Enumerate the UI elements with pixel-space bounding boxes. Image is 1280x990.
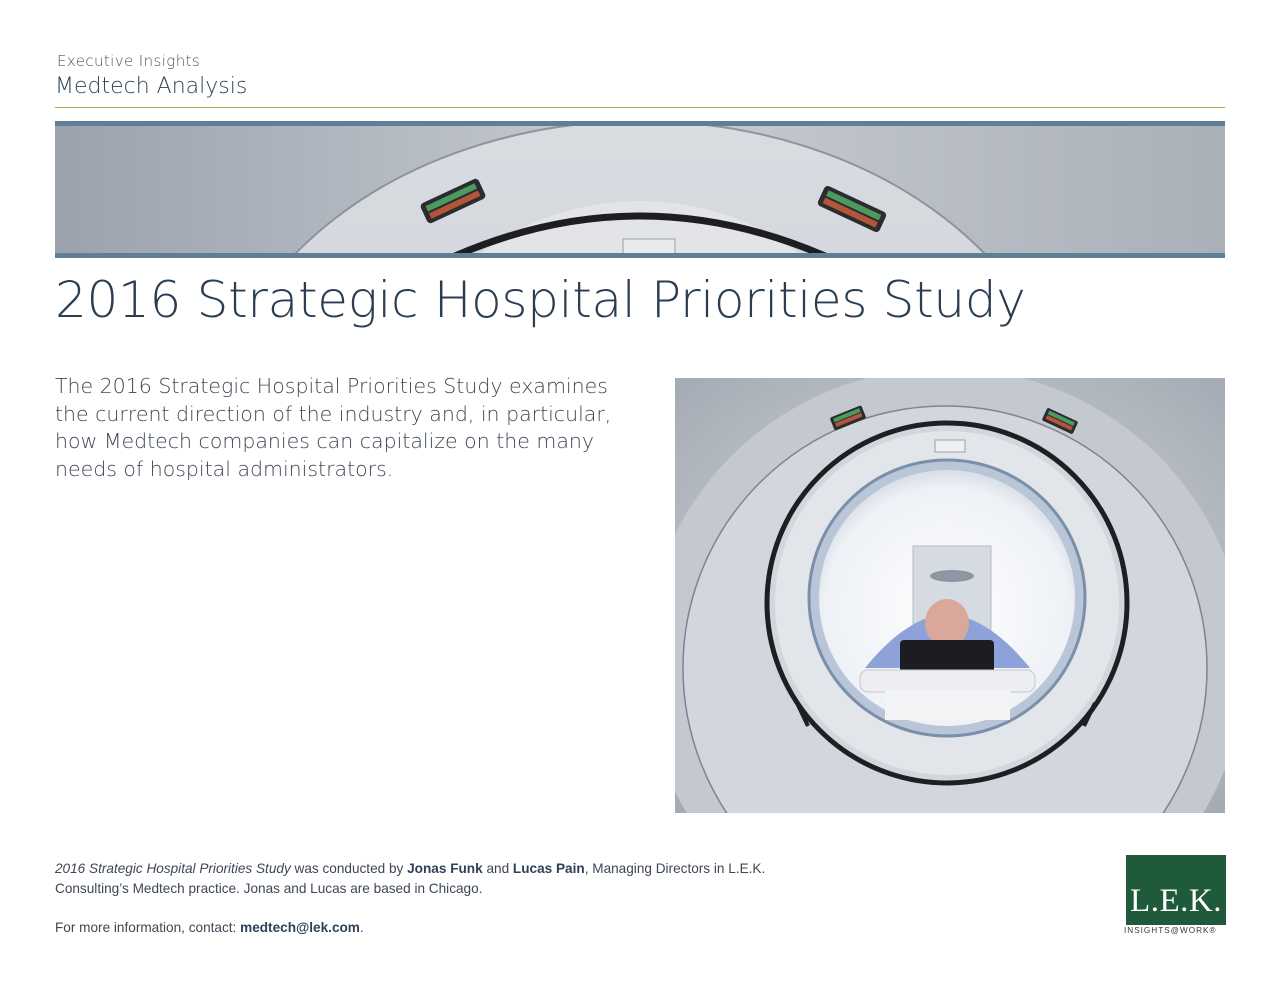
study-credits (55, 859, 815, 898)
credits-text-1: was conducted by (290, 861, 408, 876)
lek-logo (1126, 855, 1226, 925)
credits-text-2: and (482, 861, 513, 876)
scanner-photo (675, 378, 1225, 813)
section-subtitle: Medtech Analysis (55, 74, 248, 99)
contact-label: For more information, contact: (55, 920, 241, 935)
page-title: 2016 Strategic Hospital Priorities Study (55, 271, 1026, 329)
credits-text-3: , Managing Directors in L.E.K. Consulting’s Medtech practice. Jonas and Lucas are based in Chicago. (55, 861, 766, 896)
header-divider (55, 107, 1225, 108)
banner-image (55, 121, 1225, 258)
study-name: 2016 Strategic Hospital Priorities Study (55, 861, 291, 876)
author-1: Jonas Funk (407, 861, 483, 876)
logo-tagline: INSIGHTS@WORK® (1124, 926, 1217, 935)
logo-wordmark: L.E.K. (1130, 883, 1222, 919)
contact-suffix: . (359, 920, 364, 935)
intro-paragraph: The 2016 Strategic Hospital Priorities Study examines the current direction of the industry and, in particular, how Medtech companies can capitalize on the many needs of hospital administrators. (55, 374, 612, 482)
contact-email-link[interactable]: medtech@lek.com (240, 920, 360, 935)
contact-line (55, 920, 364, 935)
section-kicker: Executive Insights (57, 52, 201, 70)
author-2: Lucas Pain (512, 861, 585, 876)
